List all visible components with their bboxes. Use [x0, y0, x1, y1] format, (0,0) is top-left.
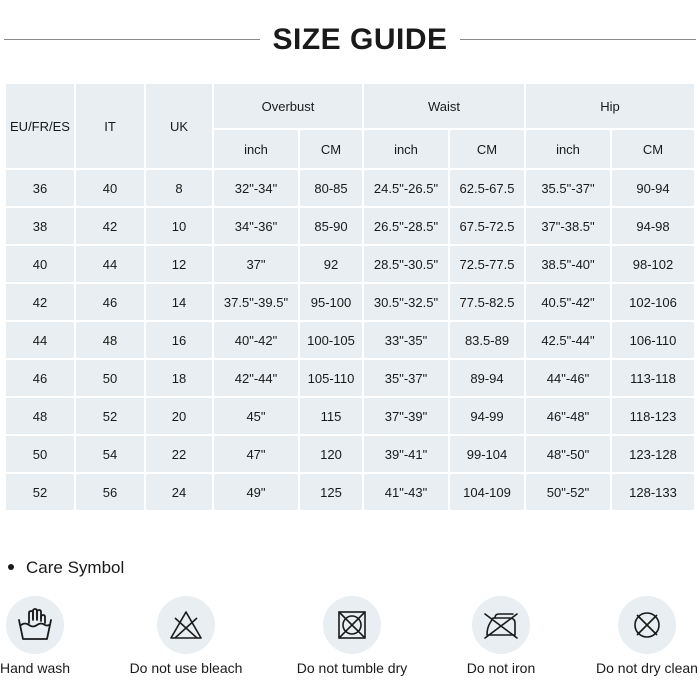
table-cell: 120	[299, 435, 363, 473]
size-header-uk: UK	[145, 83, 213, 169]
table-cell: 38	[5, 207, 75, 245]
table-cell: 42	[75, 207, 145, 245]
table-cell: 18	[145, 359, 213, 397]
table-cell: 52	[75, 397, 145, 435]
table-cell: 72.5-77.5	[449, 245, 525, 283]
care-label: Hand wash	[0, 660, 71, 676]
table-cell: 46	[75, 283, 145, 321]
table-cell: 37"	[213, 245, 299, 283]
table-cell: 45"	[213, 397, 299, 435]
hand-wash-icon	[6, 596, 64, 654]
care-item-no-dry-clean	[582, 596, 700, 676]
table-cell: 37"-38.5"	[525, 207, 611, 245]
table-cell: 123-128	[611, 435, 695, 473]
table-cell: 44	[75, 245, 145, 283]
table-cell: 85-90	[299, 207, 363, 245]
table-cell: 26.5"-28.5"	[363, 207, 449, 245]
table-cell: 50"-52"	[525, 473, 611, 511]
table-cell: 14	[145, 283, 213, 321]
group-header-hip: Hip	[525, 83, 695, 129]
table-cell: 50	[75, 359, 145, 397]
table-cell: 95-100	[299, 283, 363, 321]
table-cell: 90-94	[611, 169, 695, 207]
table-cell: 118-123	[611, 397, 695, 435]
table-cell: 40	[5, 245, 75, 283]
table-cell: 94-99	[449, 397, 525, 435]
title-row	[0, 20, 700, 60]
table-cell: 106-110	[611, 321, 695, 359]
care-title-text: Care Symbol	[26, 558, 125, 577]
table-cell: 67.5-72.5	[449, 207, 525, 245]
table-cell: 50	[5, 435, 75, 473]
table-cell: 38.5"-40"	[525, 245, 611, 283]
no-iron-icon	[472, 596, 530, 654]
table-cell: 22	[145, 435, 213, 473]
table-cell: 34"-36"	[213, 207, 299, 245]
table-cell: 39"-41"	[363, 435, 449, 473]
care-section-title	[8, 558, 124, 578]
table-cell: 37"-39"	[363, 397, 449, 435]
table-cell: 24.5"-26.5"	[363, 169, 449, 207]
table-cell: 115	[299, 397, 363, 435]
table-cell: 113-118	[611, 359, 695, 397]
care-label: Do not tumble dry	[296, 660, 408, 676]
care-item-no-iron	[436, 596, 566, 676]
no-bleach-icon	[157, 596, 215, 654]
table-cell: 104-109	[449, 473, 525, 511]
table-cell: 125	[299, 473, 363, 511]
table-cell: 105-110	[299, 359, 363, 397]
table-cell: 12	[145, 245, 213, 283]
care-item-no-bleach	[121, 596, 251, 676]
table-row	[5, 359, 695, 397]
title-divider-left	[4, 39, 260, 40]
table-row	[5, 397, 695, 435]
table-cell: 42	[5, 283, 75, 321]
table-cell: 30.5"-32.5"	[363, 283, 449, 321]
unit-header: CM	[611, 129, 695, 169]
table-cell: 42.5"-44"	[525, 321, 611, 359]
care-label: Do not use bleach	[129, 660, 243, 676]
care-label: Do not dry clean	[596, 660, 698, 676]
table-cell: 37.5"-39.5"	[213, 283, 299, 321]
table-cell: 40	[75, 169, 145, 207]
table-cell: 56	[75, 473, 145, 511]
table-cell: 8	[145, 169, 213, 207]
table-cell: 99-104	[449, 435, 525, 473]
table-cell: 94-98	[611, 207, 695, 245]
size-table	[4, 82, 696, 512]
table-cell: 62.5-67.5	[449, 169, 525, 207]
table-cell: 40.5"-42"	[525, 283, 611, 321]
table-cell: 128-133	[611, 473, 695, 511]
unit-header: CM	[449, 129, 525, 169]
table-row	[5, 435, 695, 473]
title-divider-right	[460, 39, 696, 40]
care-label: Do not iron	[466, 660, 536, 676]
unit-header: inch	[213, 129, 299, 169]
table-row	[5, 245, 695, 283]
table-cell: 35.5"-37"	[525, 169, 611, 207]
table-cell: 46	[5, 359, 75, 397]
table-cell: 42"-44"	[213, 359, 299, 397]
care-item-no-tumble-dry	[287, 596, 417, 676]
table-cell: 10	[145, 207, 213, 245]
unit-header: inch	[525, 129, 611, 169]
table-cell: 48	[5, 397, 75, 435]
table-cell: 44"-46"	[525, 359, 611, 397]
table-cell: 98-102	[611, 245, 695, 283]
table-cell: 41"-43"	[363, 473, 449, 511]
size-header-it: IT	[75, 83, 145, 169]
table-cell: 40"-42"	[213, 321, 299, 359]
page-title: SIZE GUIDE	[272, 23, 448, 56]
table-cell: 48"-50"	[525, 435, 611, 473]
table-cell: 32"-34"	[213, 169, 299, 207]
table-row	[5, 169, 695, 207]
table-cell: 83.5-89	[449, 321, 525, 359]
table-cell: 54	[75, 435, 145, 473]
table-header-row	[5, 83, 695, 129]
table-cell: 16	[145, 321, 213, 359]
table-cell: 92	[299, 245, 363, 283]
table-cell: 80-85	[299, 169, 363, 207]
table-row	[5, 283, 695, 321]
table-row	[5, 207, 695, 245]
table-cell: 89-94	[449, 359, 525, 397]
table-cell: 52	[5, 473, 75, 511]
table-cell: 46"-48"	[525, 397, 611, 435]
size-header-eu: EU/FR/ES	[5, 83, 75, 169]
table-cell: 77.5-82.5	[449, 283, 525, 321]
table-cell: 102-106	[611, 283, 695, 321]
bullet-icon	[8, 564, 14, 570]
group-header-waist: Waist	[363, 83, 525, 129]
table-cell: 33"-35"	[363, 321, 449, 359]
table-cell: 48	[75, 321, 145, 359]
table-cell: 44	[5, 321, 75, 359]
table-cell: 35"-37"	[363, 359, 449, 397]
no-dry-clean-icon	[618, 596, 676, 654]
table-cell: 28.5"-30.5"	[363, 245, 449, 283]
group-header-overbust: Overbust	[213, 83, 363, 129]
table-row	[5, 473, 695, 511]
table-cell: 47"	[213, 435, 299, 473]
table-cell: 20	[145, 397, 213, 435]
unit-header: inch	[363, 129, 449, 169]
no-tumble-dry-icon	[323, 596, 381, 654]
table-row	[5, 321, 695, 359]
table-cell: 100-105	[299, 321, 363, 359]
table-cell: 49"	[213, 473, 299, 511]
table-cell: 36	[5, 169, 75, 207]
table-cell: 24	[145, 473, 213, 511]
unit-header: CM	[299, 129, 363, 169]
care-item-hand-wash	[0, 596, 100, 676]
